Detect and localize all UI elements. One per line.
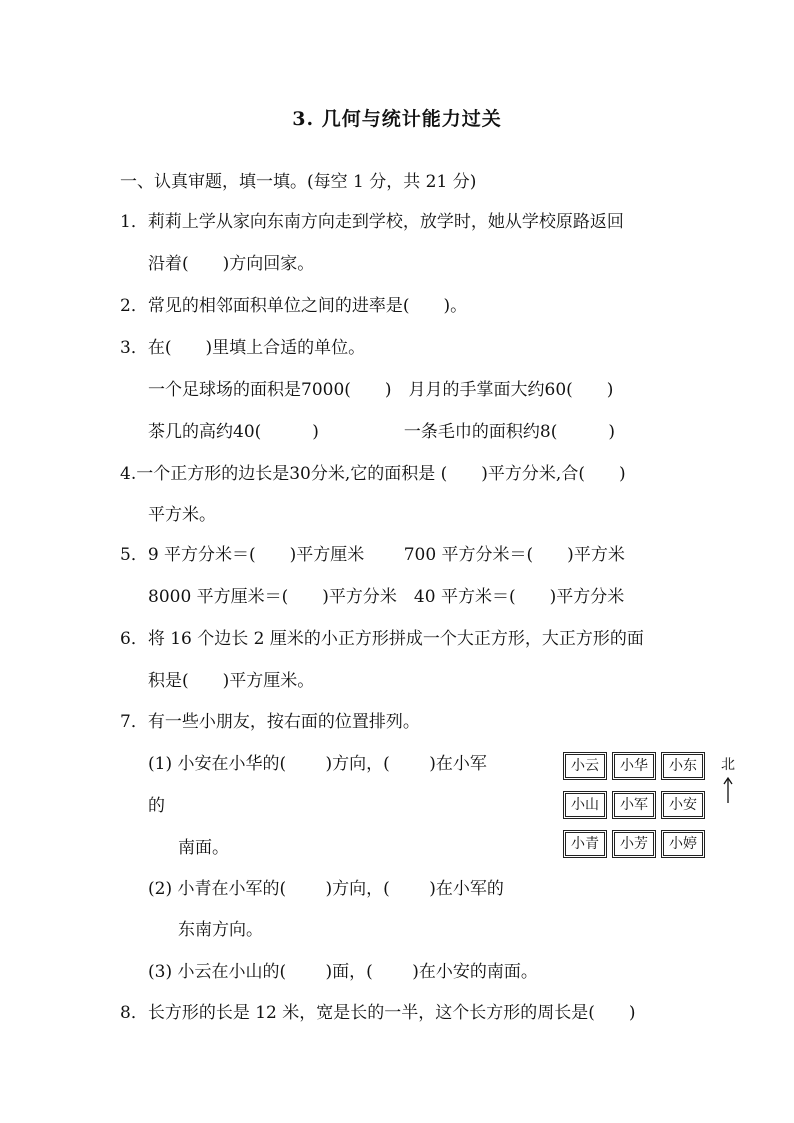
q1-line2: 沿着( )方向回家。 (148, 254, 315, 274)
q1-line1: 1．莉莉上学从家向东南方向走到学校，放学时，她从学校原路返回 (120, 212, 624, 232)
q7-sub2-line1: (2) 小青在小军的( )方向，( )在小军的 (148, 879, 504, 899)
q3-line1: 3．在( )里填上合适的单位。 (120, 338, 366, 358)
q6-line1: 6．将 16 个边长 2 厘米的小正方形拼成一个大正方形，大正方形的面 (120, 629, 644, 649)
q8-line: 8．长方形的长是 12 米，宽是长的一半，这个长方形的周长是( ) (120, 1003, 636, 1023)
q3-line2: 一个足球场的面积是7000( ) 月月的手掌面大约60( ) (148, 380, 614, 400)
seat-cell: 小华 (614, 754, 654, 778)
q7-sub1-line3: 南面。 (178, 838, 229, 858)
q2-line: 2．常见的相邻面积单位之间的进率是( )。 (120, 296, 468, 316)
q6-line2: 积是( )平方厘米。 (148, 671, 315, 691)
q3-line3: 茶几的高约40( ) 一条毛巾的面积约8( ) (148, 422, 615, 442)
q4-line1: 4.一个正方形的边长是30分米,它的面积是 ( )平方分米,合( ) (120, 464, 626, 484)
q5-line2: 8000 平方厘米＝( )平方分米 40 平方米＝( )平方分米 (148, 587, 625, 607)
q7-line: 7．有一些小朋友，按右面的位置排列。 (120, 712, 420, 732)
seat-cell: 小芳 (614, 832, 654, 856)
north-arrow-icon (722, 776, 734, 804)
seat-cell: 小军 (614, 793, 654, 817)
north-label: 北 (721, 757, 735, 773)
q4-line2: 平方米。 (148, 505, 216, 525)
seat-cell: 小山 (565, 793, 605, 817)
q7-sub2-line2: 东南方向。 (178, 920, 263, 940)
seat-cell: 小青 (565, 832, 605, 856)
q5-line1: 5．9 平方分米＝( )平方厘米 700 平方分米＝( )平方米 (120, 545, 625, 565)
seat-cell: 小安 (663, 793, 703, 817)
q7-sub1-line1: (1) 小安在小华的( )方向，( )在小军 (148, 754, 487, 774)
section-heading: 一、认真审题，填一填。(每空 1 分，共 21 分) (120, 172, 477, 192)
q7-sub1-line2: 的 (148, 796, 165, 816)
page-title: 3. 几何与统计能力过关 (292, 108, 502, 130)
seat-cell: 小云 (565, 754, 605, 778)
seat-cell: 小东 (663, 754, 703, 778)
q7-sub3-line: (3) 小云在小山的( )面，( )在小安的南面。 (148, 962, 538, 982)
north-indicator (720, 756, 736, 806)
seat-cell: 小婷 (663, 832, 703, 856)
